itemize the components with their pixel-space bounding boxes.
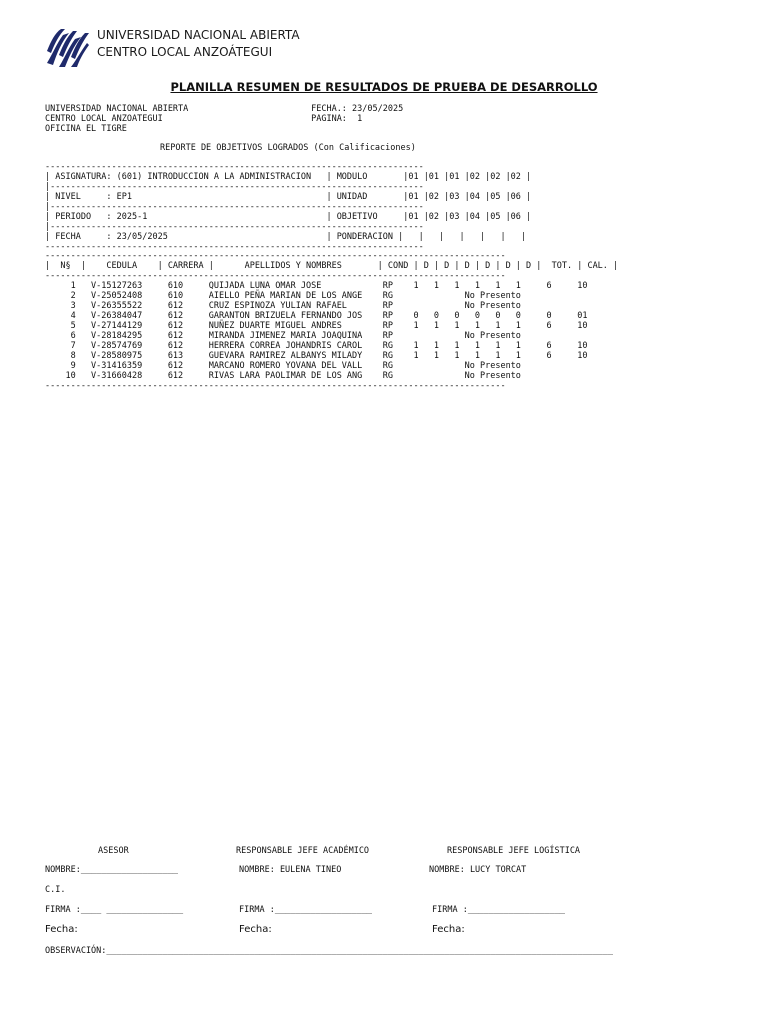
table-row: 3 V-26355522 612 CRUZ ESPINOZA YULIAN RAFAEL RP No Presento	[45, 301, 521, 311]
academic-title: RESPONSABLE JEFE ACADÉMICO	[236, 846, 370, 856]
asesor-name-field: NOMBRE:___________________	[45, 865, 179, 875]
table-row: 6 V-28184295 612 MIRANDA JIMENEZ MARIA JOAQUINA RP No Presento	[45, 331, 521, 341]
table-header: | N§ | CEDULA | CARRERA | APELLIDOS Y NOMBRES | COND | D | D | D | D | D | D | TOT. | CAL. |	[45, 261, 619, 271]
course-info-table	[45, 162, 531, 252]
academic-name: NOMBRE: EULENA TINEO	[239, 865, 342, 875]
info-table-line: | FECHA : 23/05/2025 | PONDERACION | | | | | | |	[45, 232, 527, 242]
asesor-date-label: Fecha:	[45, 924, 78, 935]
table-rule: ------------------------------------------------------------------------------------------	[45, 381, 506, 391]
info-table-line: |-------------------------------------------------------------------------	[45, 182, 424, 192]
info-table-line: |-------------------------------------------------------------------------	[45, 202, 424, 212]
asesor-title: ASESOR	[98, 846, 129, 856]
academic-signature-line: FIRMA :___________________	[239, 905, 373, 915]
report-header-line: UNIVERSIDAD NACIONAL ABIERTA FECHA.: 23/05/2025	[45, 104, 404, 114]
institution-name: UNIVERSIDAD NACIONAL ABIERTA	[97, 28, 300, 42]
logistics-signature-line: FIRMA :___________________	[432, 905, 566, 915]
info-table-line: --------------------------------------------------------------------------	[45, 242, 424, 252]
table-row: 5 V-27144129 612 NUÑEZ DUARTE MIGUEL ANDRES RP 1 1 1 1 1 1 6 10	[45, 321, 588, 331]
info-table-line: | PERIODO : 2025-1 | OBJETIVO |01 |02 |03 |04 |05 |06 |	[45, 212, 532, 222]
table-rule: ------------------------------------------------------------------------------------------	[45, 251, 506, 261]
logistics-date-label: Fecha:	[432, 924, 465, 935]
ci-label: C.I.	[45, 885, 66, 895]
info-table-line: --------------------------------------------------------------------------	[45, 162, 424, 172]
table-row: 8 V-28580975 613 GUEVARA RAMIREZ ALBANYS MILADY RG 1 1 1 1 1 1 6 10	[45, 351, 588, 361]
table-row: 7 V-28574769 612 HERRERA CORREA JOHANDRIS CAROL RG 1 1 1 1 1 1 6 10	[45, 341, 588, 351]
document-title-text: PLANILLA RESUMEN DE RESULTADOS DE PRUEBA DE DESARROLLO	[170, 80, 598, 94]
table-row: 4 V-26384047 612 GARANTON BRIZUELA FERNANDO JOS RP 0 0 0 0 0 0 0 01	[45, 311, 588, 321]
center-name: CENTRO LOCAL ANZOÁTEGUI	[97, 45, 273, 59]
logistics-name: NOMBRE: LUCY TORCAT	[429, 865, 527, 875]
table-row: 2 V-25052408 610 AIELLO PEÑA MARIAN DE LOS ANGE RG No Presento	[45, 291, 521, 301]
report-title: REPORTE DE OBJETIVOS LOGRADOS (Con Calificaciones)	[160, 143, 416, 153]
info-table-line: |-------------------------------------------------------------------------	[45, 222, 424, 232]
asesor-signature-line: FIRMA :____ _______________	[45, 905, 184, 915]
report-header-line: CENTRO LOCAL ANZOATEGUI PAGINA: 1	[45, 114, 363, 124]
table-row: 9 V-31416359 612 MARCANO ROMERO YOVANA DEL VALL RG No Presento	[45, 361, 521, 371]
observation-line: OBSERVACIÓN:___________________________________________________________________________________________________	[45, 946, 614, 956]
document-title	[0, 80, 768, 94]
logistics-title: RESPONSABLE JEFE LOGÍSTICA	[447, 846, 581, 856]
academic-date-label: Fecha:	[239, 924, 272, 935]
table-row: 1 V-15127263 610 QUIJADA LUNA OMAR JOSE RP 1 1 1 1 1 1 6 10	[45, 281, 588, 291]
report-header	[45, 104, 403, 134]
una-logo-icon	[45, 27, 89, 67]
info-table-line: | NIVEL : EP1 | UNIDAD |01 |02 |03 |04 |05 |06 |	[45, 192, 532, 202]
table-rule: ------------------------------------------------------------------------------------------	[45, 271, 506, 281]
info-table-line: | ASIGNATURA: (601) INTRODUCCION A LA ADMINISTRACION | MODULO |01 |01 |01 |02 |02 |02 |	[45, 172, 532, 182]
table-row: 10 V-31660428 612 RIVAS LARA PAOLIMAR DE LOS ANG RG No Presento	[45, 371, 521, 381]
report-header-line: OFICINA EL TIGRE	[45, 124, 127, 134]
grades-table	[45, 251, 618, 391]
